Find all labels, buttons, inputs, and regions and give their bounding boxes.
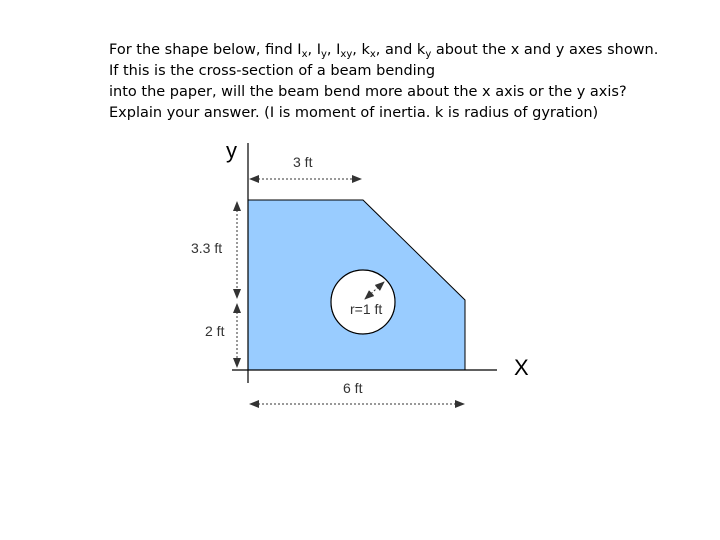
- problem-line-2: If this is the cross-section of a beam bending: [109, 63, 436, 79]
- dim-lower-height-label: 2 ft: [205, 323, 225, 339]
- dim-upper-height-label: 3.3 ft: [191, 240, 223, 256]
- subscript-ky: y: [425, 49, 432, 60]
- hole-radius-label: r=1 ft: [350, 301, 383, 317]
- line1-sep3: , k: [352, 42, 370, 58]
- subscript-kx: x: [369, 49, 376, 60]
- dim-top-width-label: 3 ft: [293, 154, 313, 170]
- line1-suffix: about the x and y axes shown.: [431, 42, 659, 58]
- subscript-iy: y: [320, 49, 327, 60]
- line1-sep2: , I: [326, 42, 341, 58]
- dim-total-width-label: 6 ft: [343, 380, 363, 396]
- line1-sep1: , I: [307, 42, 321, 58]
- line1-prefix: For the shape below, find I: [109, 42, 302, 58]
- y-axis-label: y: [226, 138, 237, 163]
- problem-line-4: Explain your answer. (I is moment of inertia. k is radius of gyration): [109, 105, 599, 121]
- line1-sep4: , and k: [375, 42, 426, 58]
- problem-line-3: into the paper, will the beam bend more about the x axis or the y axis?: [109, 84, 627, 100]
- x-axis-label: X: [514, 355, 529, 380]
- subscript-ixy: xy: [340, 49, 353, 60]
- subscript-ix: x: [301, 49, 308, 60]
